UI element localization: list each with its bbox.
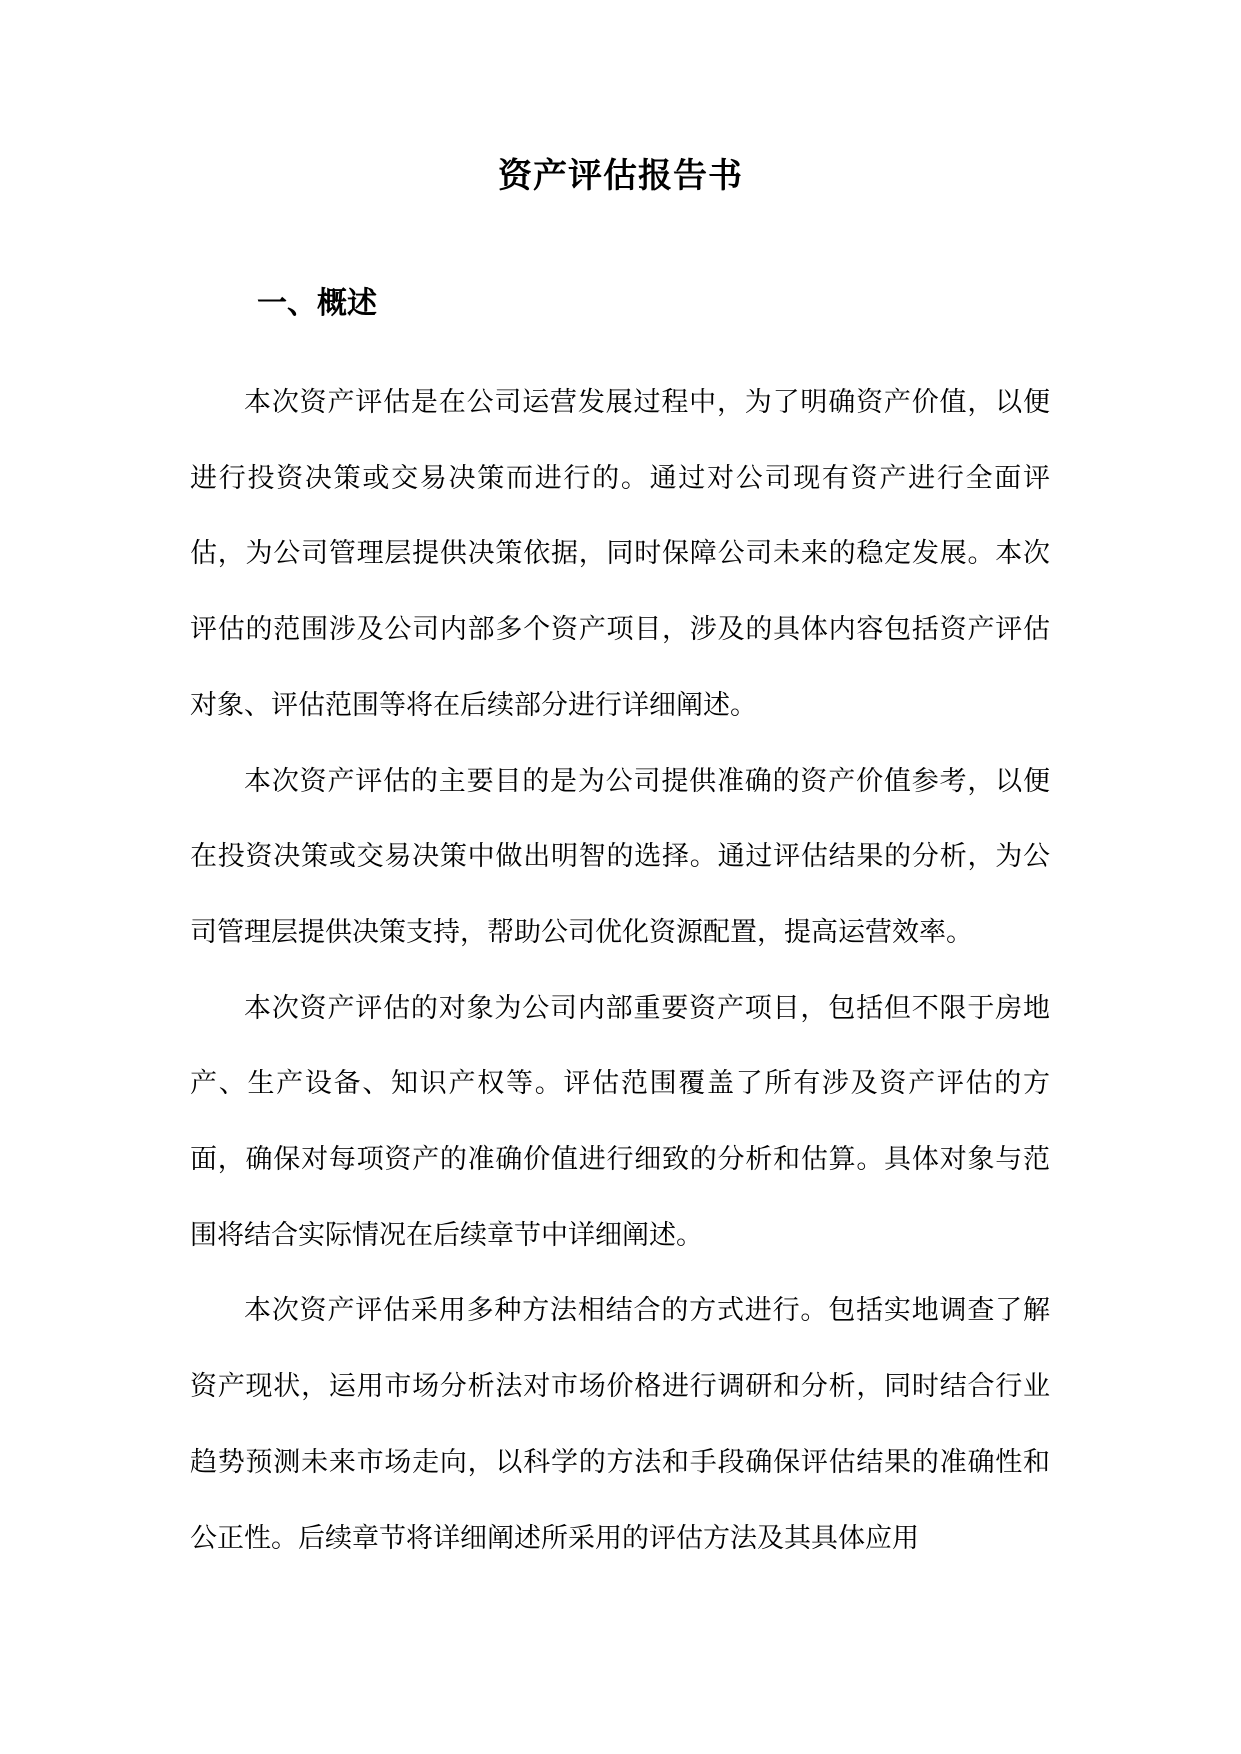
body-text [190,365,1050,1576]
section-heading-overview: 一、概述 [257,286,377,321]
paragraph-methods: 本次资产评估采用多种方法相结合的方式进行。包括实地调查了解资产现状，运用市场分析法对市场价格进行调研和分析，同时结合行业趋势预测未来市场走向，以科学的方法和手段确保评估结果的准确性和公正性。后续章节将详细阐述所采用的评估方法及其具体应用 [190,1295,1050,1554]
document-title: 资产评估报告书 [498,156,743,196]
paragraph-scope: 本次资产评估的对象为公司内部重要资产项目，包括但不限于房地产、生产设备、知识产权等。评估范围覆盖了所有涉及资产评估的方面，确保对每项资产的准确价值进行细致的分析和估算。具体对象与范围将结合实际情况在后续章节中详细阐述。 [190,992,1050,1251]
paragraph-objective: 本次资产评估的主要目的是为公司提供准确的资产价值参考，以便在投资决策或交易决策中做出明智的选择。通过评估结果的分析，为公司管理层提供决策支持，帮助公司优化资源配置，提高运营效率。 [190,765,1050,948]
paragraph-purpose: 本次资产评估是在公司运营发展过程中，为了明确资产价值，以便进行投资决策或交易决策而进行的。通过对公司现有资产进行全面评估，为公司管理层提供决策依据，同时保障公司未来的稳定发展。本次评估的范围涉及公司内部多个资产项目，涉及的具体内容包括资产评估对象、评估范围等将在后续部分进行详细阐述。 [190,387,1050,721]
